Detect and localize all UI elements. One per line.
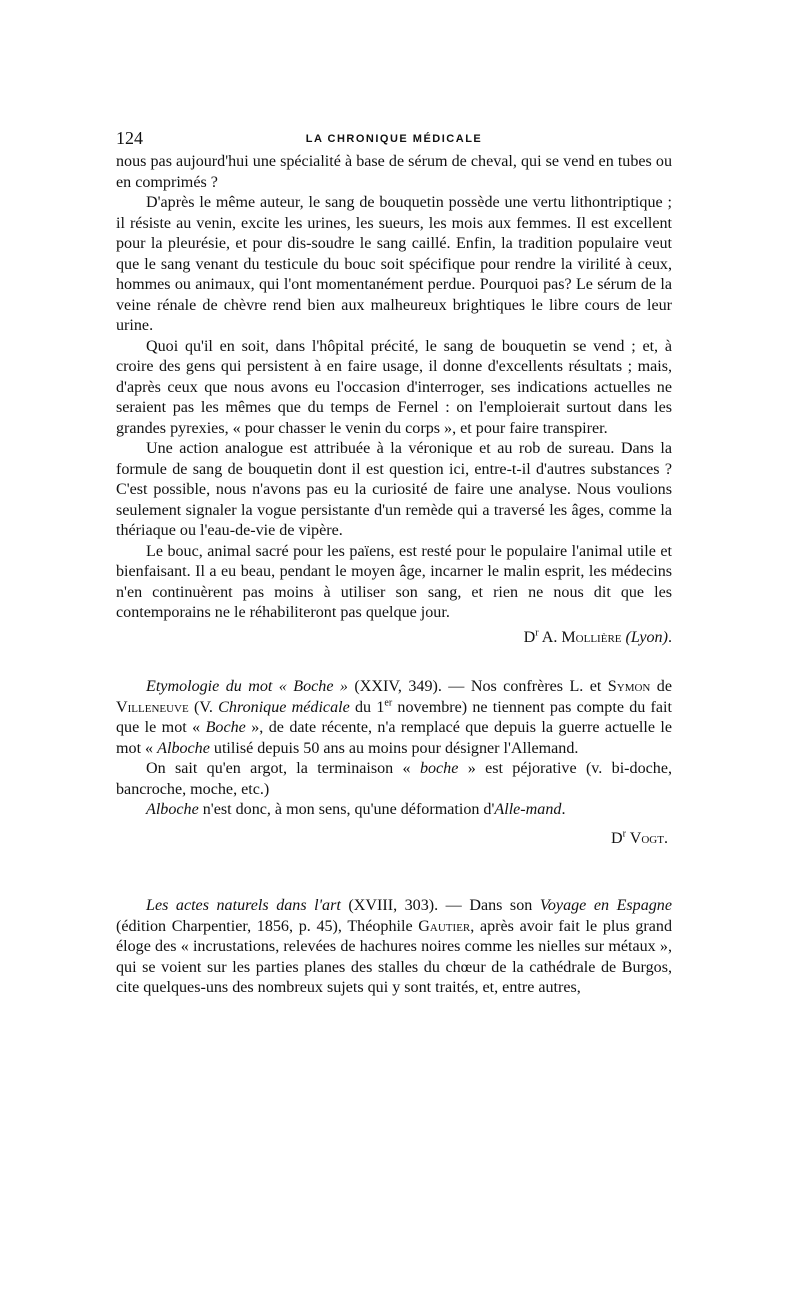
article-bouquetin — [116, 152, 672, 648]
running-title: LA CHRONIQUE MÉDICALE — [305, 133, 483, 145]
author-name: Vogt. — [626, 829, 668, 847]
page — [116, 126, 672, 999]
signature: $D^r$ A. Mollière (Lyon). — [523, 627, 672, 646]
paragraph: Une action analogue est attribuée à la véronique et au rob de sureau. Dans la formule de sang de bouquetin dont il est question ici, entre-t-il d'autres substances ? C'est possible, nous n'avons pas eu la curiosité de faire une analyse. Nous voulions seulement signaler la vogue persistante d'un remède qui a traversé les âges, comme la thériaque ou l'eau-de-vie de vipère. — [116, 440, 672, 539]
paragraph: Quoi qu'il en soit, dans l'hôpital précité, le sang de bouquetin se vend ; et, à croire des gens qui persistent à en faire usage, il donne d'excellents résultats ; mais, d'après ceux que nous avons eu l'occasion d'interroger, ses indications actuelles ne seraient pas les mêmes que du temps de Fernel : on l'emploierait surtout dans les grandes pyrexies, « pour chasser le venin du corps », et pour faire transpirer. — [116, 337, 672, 437]
page-header — [116, 126, 672, 152]
paragraph: D'après le même auteur, le sang de bouquetin possède une vertu lithontriptique ; il résiste au venin, excite les urines, les sueurs, les mois aux femmes. Il est excellent pour la pleurésie, et pour dis-soudre le sang caillé. Enfin, la tradition populaire veut que le sang venant du testicule du bouc soit spécifique pour rendre la virilité à ceux, hommes ou animaux, qui l'ont momentanément perdue. Pourquoi pas? Le sérum de la veine rénale de chèvre rend bien aux malheureux brightiques le libre cours de leur urine. — [116, 194, 672, 334]
paragraph: On sait qu'en argot, la terminaison « boche » est péjorative (v. bi-doche, bancroche, moche, etc.) — [116, 760, 672, 798]
author-name: A. Mollière — [538, 628, 626, 646]
article-title: Etymologie du mot « Boche » — [146, 678, 348, 695]
article-boche — [116, 677, 672, 849]
article-title: Les actes naturels dans l'art — [146, 897, 341, 914]
paragraph: Les actes naturels dans l'art (XVIII, 303). — Dans son Voyage en Espagne (édition Charpentier, 1856, p. 45), Théophile Gautier, après avoir fait le plus grand éloge des « incrustations, relevées de hachures noires comme les nielles sur métaux », qui se voient sur les parties planes des stalles du chœur de la cathédrale de Burgos, cite quelques-uns des nombreux sujets qui y sont traités, et, entre autres, — [116, 897, 672, 996]
author-city: (Lyon) — [625, 628, 668, 646]
signature: $D^r$ Vogt. — [611, 828, 668, 847]
page-number: 124 — [116, 128, 143, 148]
paragraph: Etymologie du mot « Boche » (XXIV, 349). — Nos confrères L. et Symon de Villeneuve (V. Chronique médicale du 1er novembre) ne tiennent pas compte du fait que le mot « Boche », de date récente, n'a remplacé que depuis la guerre actuelle le mot « Alboche utilisé depuis 50 ans au moins pour désigner l'Allemand. — [116, 678, 672, 757]
paragraph: Alboche n'est donc, à mon sens, qu'une déformation d'Alle-mand. — [146, 801, 566, 818]
article-actes-naturels — [116, 896, 672, 999]
paragraph: nous pas aujourd'hui une spécialité à base de sérum de cheval, qui se vend en tubes ou en comprimés ? — [116, 153, 672, 191]
paragraph: Le bouc, animal sacré pour les païens, est resté pour le populaire l'animal utile et bienfaisant. Il a eu beau, pendant le moyen âge, incarner le malin esprit, les médecins n'en continuèrent pas moins à utiliser son sang, et rien ne nous dit que les contemporains ne le réhabiliteront pas quelque jour. — [116, 542, 672, 621]
